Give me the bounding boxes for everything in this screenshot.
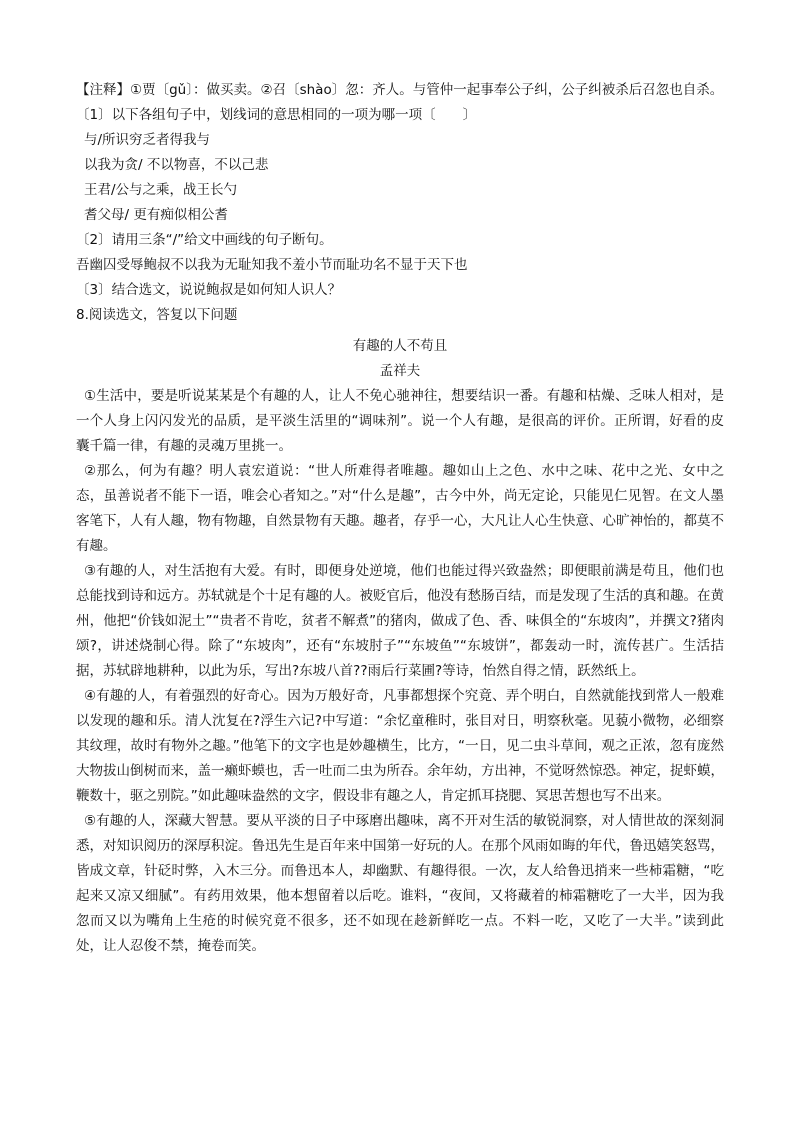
article-paragraph-4: ④有趣的人，有着强烈的好奇心。因为万般好奇，凡事都想探个究竟、弄个明白，自然就能找到常人一般难以发现的趣和乐。清人沈复在?浮生六记?中写道：“余忆童稚时，张目对日，明察秋毫。见藐小微物，必细察其纹理，故时有物外之趣。”他笔下的文字也是妙趣横生，比方，“一日，见二虫斗草间，观之正浓，忽有庞然大物拔山倒树而来，盖一癞虾蟆也，舌一吐而二虫为所吞。余年幼，方出神，不觉呀然惊恐。神定，捉虾蟆，鞭数十，驱之别院。”如此趣味盎然的文字，假设非有趣之人，肯定抓耳挠腮、冥思苦想也写不出来。	[76, 688, 724, 804]
question-8: 8.阅读选文，答复以下问题	[76, 307, 238, 323]
article-paragraph-3: ③有趣的人，对生活抱有大爱。有时，即便身处逆境，他们也能过得兴致盎然；即便眼前满是苟且，他们也总能找到诗和远方。苏轼就是个十足有趣的人。被贬官后，他没有愁肠百结，而是发现了生活的真和趣。在黄州，他把“价钱如泥土”“贵者不肯吃，贫者不解煮”的猪肉，做成了色、香、味俱全的“东坡肉”，并撰文?猪肉颂?，讲述烧制心得。除了“东坡肉”，还有“东坡肘子”“东坡鱼”“东坡饼”，都轰动一时，流传甚广。生活拮据，苏轼辟地耕种，以此为乐，写出?东坡八首??雨后行菜圃?等诗，怡然自得之情，跃然纸上。	[76, 563, 724, 679]
question-1: 〔1〕以下各组句子中，划线词的意思相同的一项为哪一项〔 〕	[76, 107, 477, 123]
question-3: 〔3〕结合选文，说说鲍叔是如何知人识人？	[76, 282, 342, 298]
q1-option-c: 王君/公与之乘，战王长勺	[84, 182, 238, 198]
question-2-sentence: 吾幽囚受辱鲍叔不以我为无耻知我不羞小节而耻功名不显于天下也	[76, 257, 468, 273]
q1-option-b: 以我为贪/ 不以物喜，不以己悲	[84, 157, 269, 173]
q1-option-a: 与/所识穷乏者得我与	[84, 132, 211, 148]
article-paragraph-1: ①生活中，要是听说某某是个有趣的人，让人不免心驰神往，想要结识一番。有趣和枯燥、乏味人相对，是一个人身上闪闪发光的品质，是平淡生活里的“调味剂”。说一个人有趣，是很高的评价。正所谓，好看的皮囊千篇一律，有趣的灵魂万里挑一。	[76, 388, 724, 454]
q1-option-d: 耆父母/ 更有痴似相公耆	[84, 207, 228, 223]
annotation-note: 【注释】①贾〔gǔ〕：做买卖。②召〔shào〕忽：齐人。与管仲一起事奉公子纠，公子纠被杀后召忽也自杀。	[76, 82, 724, 98]
article-author: 孟祥夫	[379, 363, 421, 379]
article-paragraph-5: ⑤有趣的人，深藏大智慧。要从平淡的日子中琢磨出趣味，离不开对生活的敏锐洞察，对人情世故的深刻洞悉，对知识阅历的深厚积淀。鲁迅先生是百年来中国第一好玩的人。在那个风雨如晦的年代，鲁迅嬉笑怒骂，皆成文章，针砭时弊，入木三分。而鲁迅本人，却幽默、有趣得很。一次，友人给鲁迅捎来一些柿霜糖，“吃起来又凉又细腻”。有药用效果，他本想留着以后吃。谁料，“夜间，又将藏着的柿霜糖吃了一大半，因为我忽而又以为嘴角上生疮的时候究竟不很多，还不如现在趁新鲜吃一点。不料一吃，又吃了一大半。”读到此处，让人忍俊不禁，掩卷而笑。	[76, 813, 724, 954]
question-2: 〔2〕请用三条“/”给文中画线的句子断句。	[76, 232, 333, 248]
article-title: 有趣的人不苟且	[352, 338, 448, 354]
article-paragraph-2: ②那么，何为有趣？明人袁宏道说：“世人所难得者唯趣。趣如山上之色、水中之味、花中之光、女中之态，虽善说者不能下一语，唯会心者知之。”对“什么是趣”，古今中外，尚无定论，只能见仁见智。在文人墨客笔下，人有人趣，物有物趣，自然景物有天趣。趣者，存乎一心，大凡让人心生快意、心旷神怡的，都莫不有趣。	[76, 463, 724, 554]
